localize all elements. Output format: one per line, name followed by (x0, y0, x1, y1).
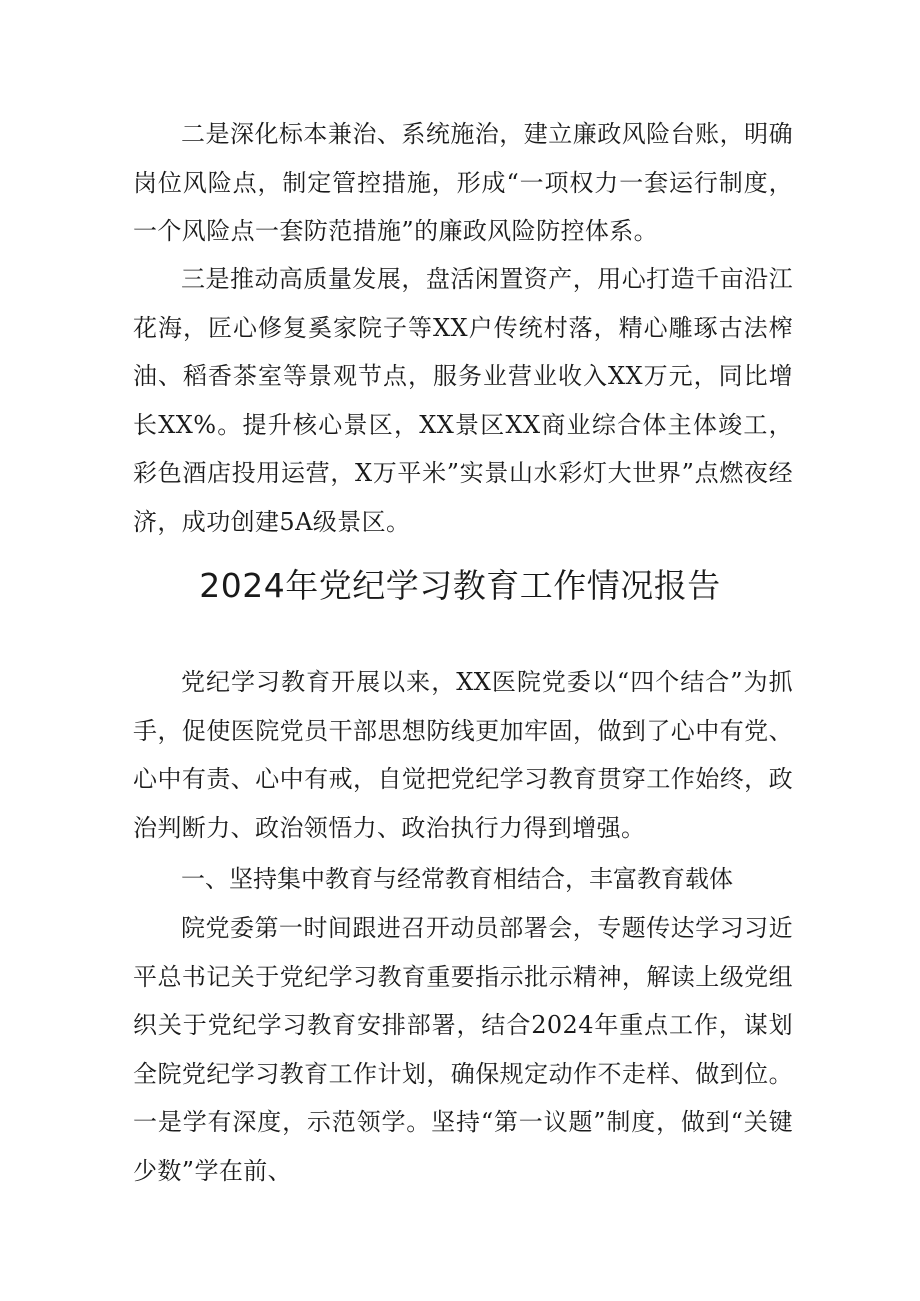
section-heading: 一、坚持集中教育与经常教育相结合，丰富教育载体 (181, 865, 733, 893)
paragraph-development: 三是推动高质量发展，盘活闲置资产，用心打造千亩沿江花海，匠心修复奚家院子等XX户传统村落，精心雕琢古法榨油、稻香茶室等景观节点，服务业营业收入XX万元，同比增长XX%。提升核心景区，XX景区XX商业综合体主体竣工，彩色酒店投用运营，X万平米”实景山水彩灯大世界”点燃夜经济，成功创建5A级景区。 (133, 265, 793, 536)
paragraph-risk-control: 二是深化标本兼治、系统施治，建立廉政风险台账，明确岗位风险点，制定管控措施，形成“一项权力一套运行制度，一个风险点一套防范措施”的廉政风险防控体系。 (133, 120, 793, 245)
report-title: 2024年党纪学习教育工作情况报告 (199, 566, 721, 605)
paragraph-intro: 党纪学习教育开展以来，XX医院党委以“四个结合”为抓手，促使医院党员干部思想防线更加牢固，做到了心中有党、心中有责、心中有戒，自觉把党纪学习教育贯穿工作始终，政治判断力、政治领悟力、政治执行力得到增强。 (133, 668, 793, 842)
paragraph-section-body: 院党委第一时间跟进召开动员部署会，专题传达学习习近平总书记关于党纪学习教育重要指示批示精神，解读上级党组织关于党纪学习教育安排部署，结合2024年重点工作，谋划全院党纪学习教育工作计划，确保规定动作不走样、做到位。一是学有深度，示范领学。坚持“第一议题”制度，做到“关键少数”学在前、 (133, 914, 793, 1185)
